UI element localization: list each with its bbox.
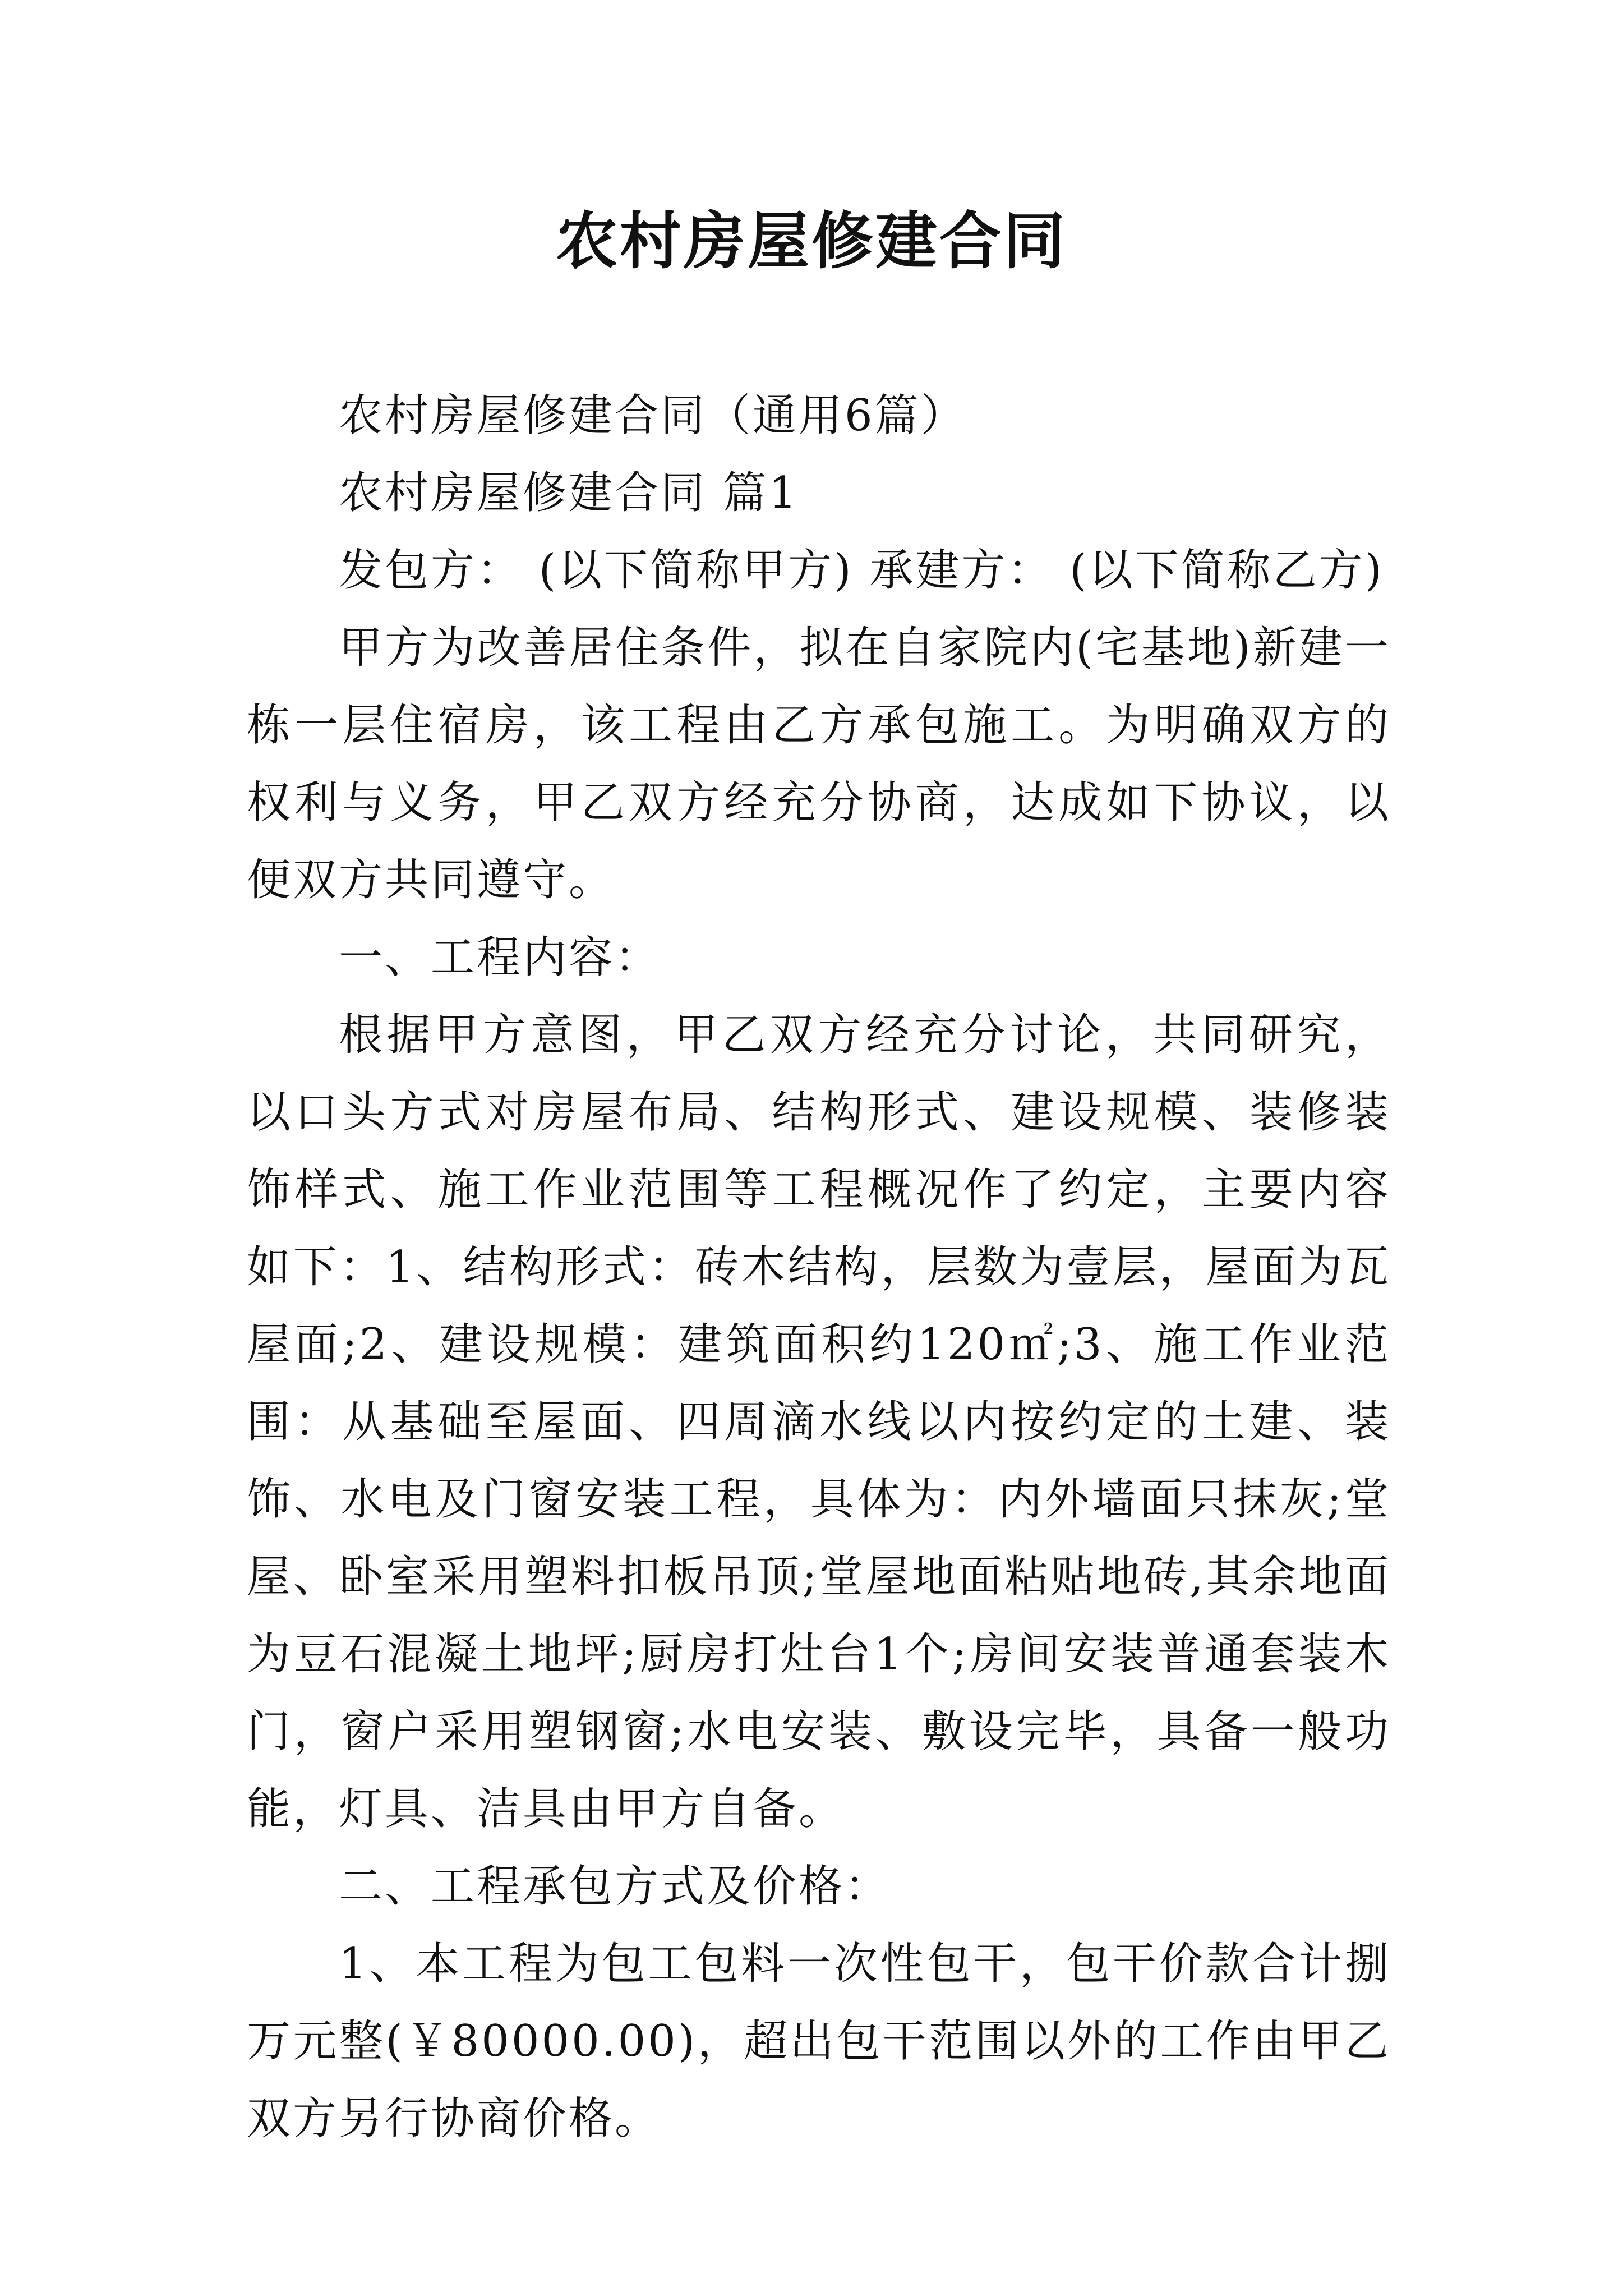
- document-title: 农村房屋修建合同: [556, 205, 1067, 277]
- section-heading-price: 二、工程承包方式及价格：: [339, 1861, 891, 1912]
- section-heading-scope: 一、工程内容：: [339, 932, 661, 983]
- document-body: [247, 377, 1391, 2157]
- paragraph-chapter-heading: 农村房屋修建合同 篇1: [339, 468, 799, 518]
- paragraph-parties: 发包方： (以下简称甲方) 承建方： (以下简称乙方): [339, 545, 1385, 596]
- paragraph-price-clause: 1、本工程为包工包料一次性包干，包干价款合计捌万元整(￥80000.00)，超出包干范围以外的工作由甲乙双方另行协商价格。: [247, 1939, 1391, 2144]
- paragraph-subtitle: 农村房屋修建合同（通用6篇）: [339, 390, 967, 441]
- paragraph-preamble: 甲方为改善居住条件，拟在自家院内(宅基地)新建一栋一层住宿房，该工程由乙方承包施工。为明确双方的权利与义务，甲乙双方经充分协商，达成如下协议，以便双方共同遵守。: [247, 623, 1391, 905]
- paragraph-scope-details: 根据甲方意图，甲乙双方经充分讨论，共同研究，以口头方式对房屋布局、结构形式、建设规模、装修装饰样式、施工作业范围等工程概况作了约定，主要内容如下：1、结构形式：砖木结构，层数为壹层，屋面为瓦屋面;2、建设规模：建筑面积约120㎡;3、施工作业范围：从基础至屋面、四周滴水线以内按约定的土建、装饰、水电及门窗安装工程，具体为：内外墙面只抹灰;堂屋、卧室采用塑料扣板吊顶;堂屋地面粘贴地砖,其余地面为豆石混凝土地坪;厨房打灶台1个;房间安装普通套装木门，窗户采用塑钢窗;水电安装、敷设完毕，具备一般功能，灯具、洁具由甲方自备。: [247, 1010, 1391, 1834]
